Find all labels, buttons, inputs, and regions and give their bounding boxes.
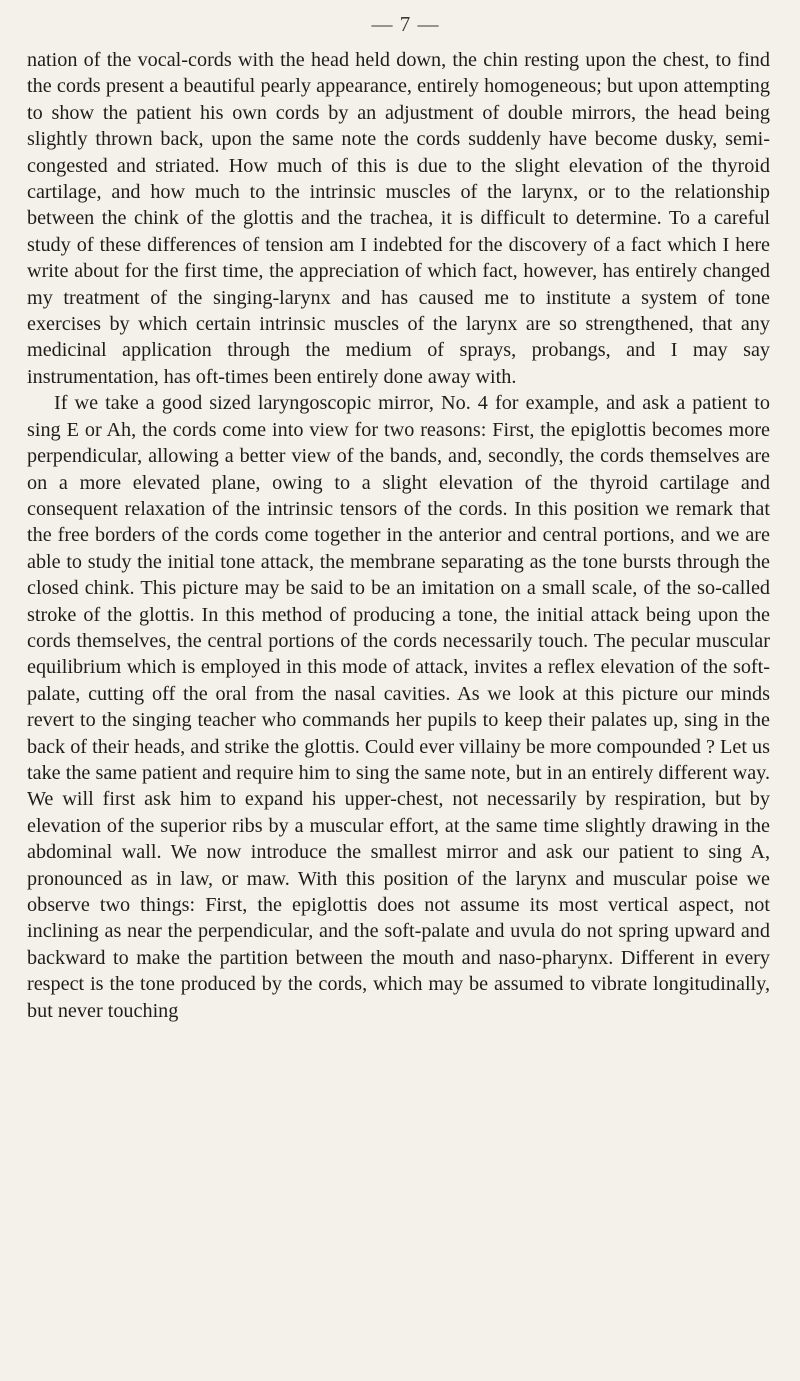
body-text <box>27 47 770 1024</box>
paragraph: nation of the vocal-cords with the head held down, the chin resting upon the chest, to find the cords present a beautiful pearly appearance, entirely homogeneous; but upon attempting to show the patient his own cords by an adjustment of double mirrors, the head being slightly thrown back, upon the same note the cords suddenly have become dusky, semi-congested and striated. How much of this is due to the slight elevation of the thyroid cartilage, and how much to the intrinsic muscles of the larynx, or to the relationship between the chink of the glottis and the trachea, it is difficult to determine. To a careful study of these differences of tension am I indebted for the discovery of a fact which I here write about for the first time, the appreciation of which fact, however, has entirely changed my treatment of the singing-larynx and has caused me to institute a system of tone exercises by which certain intrinsic muscles of the larynx are so strengthened, that any medicinal application through the medium of sprays, probangs, and I may say instrumentation, has oft-times been entirely done away with. <box>27 49 770 388</box>
page-number: — 7 — <box>371 12 440 36</box>
paragraph: If we take a good sized laryngoscopic mirror, No. 4 for example, and ask a patient to sing E or Ah, the cords come into view for two reasons: First, the epiglottis becomes more perpendicular, allowing a better view of the bands, and, secondly, the cords themselves are on a more elevated plane, owing to a slight elevation of the thyroid cartilage and consequent relaxation of the intrinsic tensors of the cords. In this position we remark that the free borders of the cords come together in the anterior and central portions, and we are able to study the initial tone attack, the membrane separating as the tone bursts through the closed chink. This picture may be said to be an imitation on a small scale, of the so-called stroke of the glottis. In this method of producing a tone, the initial attack being upon the cords themselves, the central portions of the cords necessarily touch. The pecular muscular equilibrium which is employed in this mode of attack, invites a reflex elevation of the soft-palate, cutting off the oral from the nasal cavities. As we look at this picture our minds revert to the singing teacher who commands her pupils to keep their palates up, sing in the back of their heads, and strike the glottis. Could ever villainy be more compounded ? Let us take the same patient and require him to sing the same note, but in an entirely different way. We will first ask him to expand his upper-chest, not necessarily by respiration, but by elevation of the superior ribs by a muscular effort, at the same time slightly drawing in the abdominal wall. We now introduce the smallest mirror and ask our patient to sing A, pronounced as in law, or maw. With this position of the larynx and muscular poise we observe two things: First, the epiglottis does not assume its most vertical aspect, not inclining as near the perpendicular, and the soft-palate and uvula do not spring upward and backward to make the partition between the mouth and naso-pharynx. Different in every respect is the tone produced by the cords, which may be assumed to vibrate longitudinally, but never touching <box>27 392 770 1022</box>
